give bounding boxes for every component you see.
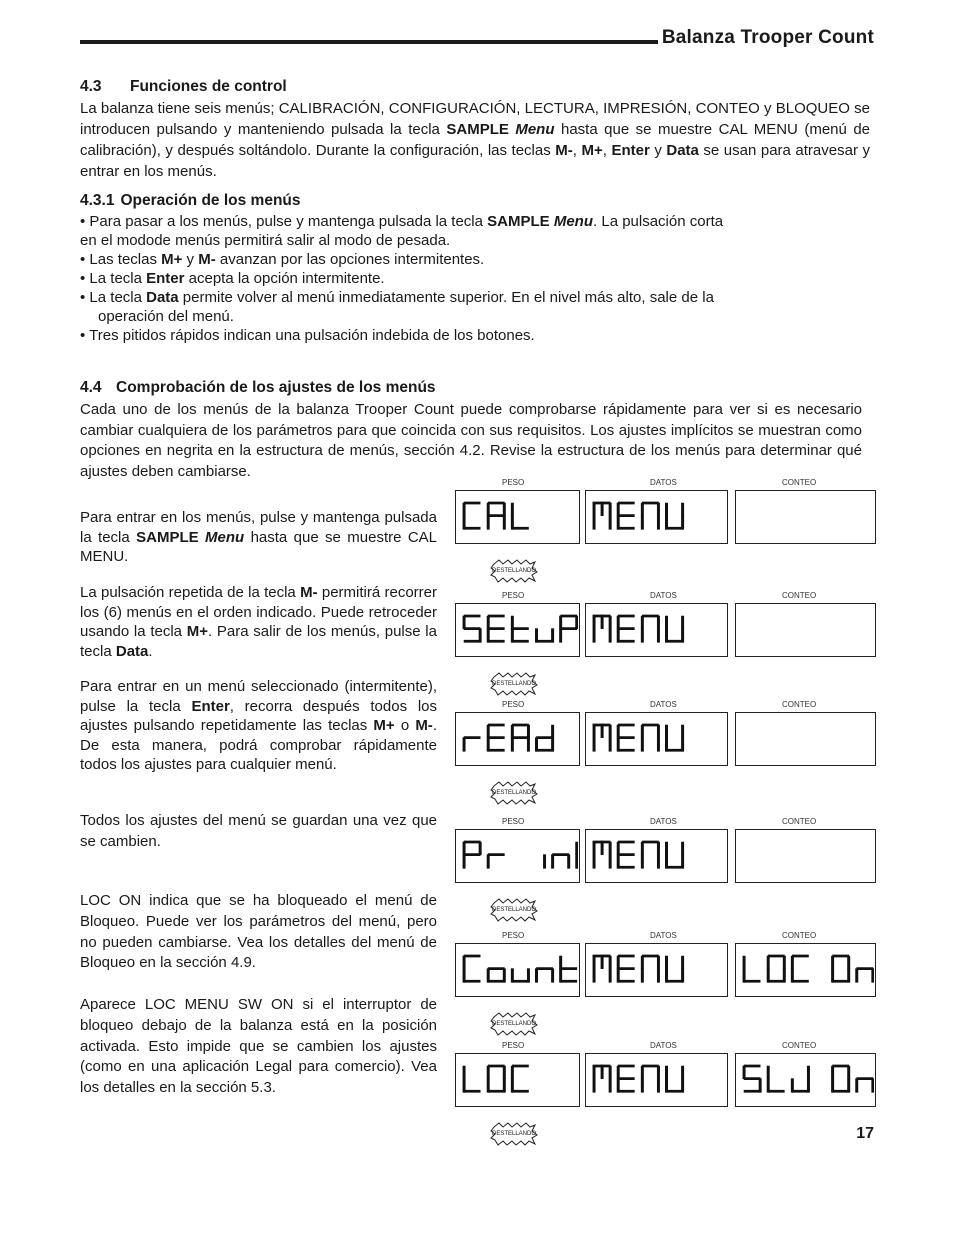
segment-char-t — [577, 843, 578, 867]
key-m-plus: M+ — [161, 251, 183, 268]
lcd-segments — [456, 491, 578, 542]
segment-char-E — [618, 616, 633, 641]
segment-char-U — [667, 843, 683, 867]
segment-char-L — [768, 1067, 783, 1091]
section-4-4-heading — [80, 379, 436, 397]
display-label-datos: DATOS — [650, 931, 677, 940]
segment-char-o — [488, 969, 504, 982]
flashing-indicator — [490, 671, 538, 697]
segment-char-S — [744, 1066, 760, 1091]
key-sample: SAMPLE — [446, 121, 509, 138]
lcd-display-peso — [455, 712, 580, 766]
segment-char-n — [553, 855, 569, 868]
text: La pulsación repetida de la tecla — [80, 584, 301, 601]
display-label-peso: PESO — [502, 478, 525, 487]
segment-char-M — [594, 956, 610, 981]
segment-char-E — [488, 616, 503, 641]
lcd-display-conteo — [735, 829, 876, 883]
segment-char-C — [464, 503, 479, 528]
lcd-display-datos — [585, 490, 728, 544]
page-number: 17 — [856, 1125, 874, 1142]
text: Para entrar en un menú seleccionado (intermitente), pulse la tecla — [80, 678, 437, 715]
lcd-segments — [456, 944, 578, 995]
segment-char-P — [464, 842, 480, 867]
display-label-datos: DATOS — [650, 591, 677, 600]
bullet-1 — [80, 212, 780, 231]
segment-char-U — [667, 726, 683, 750]
text: avanzan por las opciones intermitentes. — [215, 251, 485, 268]
segment-char-C — [512, 1066, 527, 1091]
key-sample: SAMPLE — [487, 213, 550, 230]
text: • Las teclas — [80, 251, 162, 268]
lcd-segments — [586, 713, 726, 764]
text: hasta que se muestre CAL MENU (menú de calibración), y después soltándolo. Durante la configuración, las teclas — [80, 121, 870, 159]
lcd-segments — [736, 713, 874, 764]
segment-char-U — [667, 504, 683, 528]
left-text-1 — [80, 508, 437, 567]
flashing-label: DESTELLANDO — [491, 1021, 536, 1027]
segment-char-r — [488, 855, 503, 868]
text: La balanza tiene seis menús; CALIBRACIÓN, CONFIGURACIÓN, LECTURA, IMPRESIÓN, CONTEO y BLOQUEO se introducen pulsando y manteniendo pulsada la tecla — [80, 100, 870, 138]
lcd-segments — [586, 830, 726, 881]
segment-char-M — [594, 842, 610, 867]
segment-char-E — [488, 725, 503, 750]
lcd-segments — [456, 830, 578, 881]
segment-char-C — [792, 956, 807, 981]
key-m-minus: M- — [300, 584, 318, 601]
segment-char-r — [464, 738, 479, 751]
display-label-datos: DATOS — [650, 1041, 677, 1050]
segment-char-u — [512, 970, 528, 982]
key-enter: Enter — [191, 697, 230, 715]
text: hasta que se muestre CAL MENU. — [80, 528, 438, 565]
segment-char-M — [594, 503, 610, 528]
flashing-indicator — [490, 1011, 538, 1037]
text: • Para pasar a los menús, pulse y mantenga pulsada la tecla — [80, 213, 488, 230]
lcd-segments — [456, 604, 578, 655]
bullet-3 — [80, 269, 780, 288]
lcd-segments — [586, 491, 726, 542]
bullet-1-cont: en el modode menús permitirá salir al modo de pesada. — [80, 232, 451, 249]
segment-char-A — [488, 503, 504, 528]
section-4-3-paragraph — [80, 98, 870, 182]
text: y — [649, 142, 667, 159]
display-label-conteo: CONTEO — [782, 591, 817, 600]
section-title: Comprobación de los ajustes de los menús — [116, 379, 436, 396]
flashing-label: DESTELLANDO — [491, 1131, 536, 1137]
segment-char-t — [512, 617, 527, 641]
segment-char-E — [618, 725, 633, 750]
segment-char-P — [561, 616, 577, 641]
text: Para entrar en los menús, pulse y mantenga pulsada la tecla — [80, 509, 437, 546]
text: y — [182, 251, 199, 268]
bullet-4-cont: operación del menú. — [98, 308, 234, 325]
section-4-3-1-heading — [80, 192, 301, 210]
segment-char-A — [512, 725, 528, 750]
segment-char-E — [618, 1066, 633, 1091]
lcd-segments — [736, 604, 874, 655]
text: • La tecla — [80, 270, 147, 287]
section-number: 4.3.1 — [80, 192, 115, 209]
flashing-indicator — [490, 558, 538, 584]
lcd-display-datos — [585, 712, 728, 766]
section-4-4-paragraph: Cada uno de los menús de la balanza Trooper Count puede comprobarse rápidamente para ver si es necesario cambiar cualquiera de los parámetros para que coincida con sus requisitos. Los ajustes implícitos se muestran como opciones en negrita en la estructura de menús, sección 4.2. Revise la estructura de los menús para determinar qué ajustes deben cambiarse. — [80, 401, 862, 480]
flashing-label: DESTELLANDO — [491, 681, 536, 687]
section-number: 4.4 — [80, 379, 102, 396]
text: permitirá recorrer los (6) menús en el orden indicado. Puede retroceder usando la tecla — [80, 584, 437, 640]
lcd-segments — [736, 944, 874, 995]
key-enter: Enter — [146, 270, 185, 287]
bullet-5: • Tres pitidos rápidos indican una pulsación indebida de los botones. — [80, 327, 535, 344]
display-label-conteo: CONTEO — [782, 931, 817, 940]
section-4-3-heading — [80, 78, 287, 96]
segment-char-M — [594, 725, 610, 750]
left-text-4: Todos los ajustes del menú se guardan una vez que se cambien. — [80, 812, 437, 850]
segment-char-O — [488, 1066, 504, 1091]
lcd-display-peso — [455, 1053, 580, 1107]
display-label-peso: PESO — [502, 1041, 525, 1050]
segment-char-M — [594, 1066, 610, 1091]
lcd-segments — [456, 713, 578, 764]
segment-char-N — [642, 1066, 658, 1091]
lcd-display-conteo — [735, 943, 876, 997]
text: o — [394, 717, 416, 734]
segment-char-U — [667, 1067, 683, 1091]
text: • La tecla — [80, 289, 147, 306]
key-m-plus: M+ — [186, 623, 208, 640]
segment-char-M — [594, 616, 610, 641]
segment-char-E — [618, 956, 633, 981]
lcd-display-datos — [585, 603, 728, 657]
segment-char-d — [537, 726, 553, 750]
lcd-segments — [736, 491, 874, 542]
segment-char-L — [512, 504, 527, 528]
segment-char-u — [537, 630, 553, 642]
display-label-conteo: CONTEO — [782, 700, 817, 709]
lcd-display-conteo — [735, 1053, 876, 1107]
segment-char-N — [642, 503, 658, 528]
display-label-conteo: CONTEO — [782, 478, 817, 487]
section-title: Funciones de control — [130, 78, 287, 95]
text: . — [148, 642, 153, 660]
key-menu: Menu — [515, 121, 555, 138]
display-label-datos: DATOS — [650, 478, 677, 487]
key-m-plus: M+ — [581, 142, 603, 159]
segment-char-O — [833, 956, 849, 981]
left-text-3 — [80, 677, 437, 775]
key-m-minus: M- — [555, 142, 573, 159]
segment-char-U — [667, 617, 683, 641]
segment-char-N — [642, 616, 658, 641]
key-enter: Enter — [611, 142, 650, 159]
key-menu: Menu — [553, 213, 594, 230]
segment-char-n — [537, 969, 553, 982]
segment-char-N — [642, 842, 658, 867]
bullet-2 — [80, 250, 780, 269]
display-label-peso: PESO — [502, 591, 525, 600]
left-text-2 — [80, 583, 437, 661]
key-sample: SAMPLE — [136, 528, 199, 546]
text: permite volver al menú inmediatamente superior. En el nivel más alto, sale de la — [178, 289, 714, 306]
key-m-minus: M- — [198, 251, 216, 268]
display-label-peso: PESO — [502, 817, 525, 826]
segment-char-U — [667, 957, 683, 981]
key-data: Data — [146, 289, 179, 306]
key-m-minus: M- — [415, 717, 433, 734]
text: , recorra después todos los ajustes pulsando repetidamente las teclas — [80, 697, 437, 734]
text: . Para salir de los menús, pulse la tecla — [80, 623, 437, 660]
segment-char-J — [792, 1067, 808, 1091]
segment-char-N — [642, 956, 658, 981]
text: , — [572, 142, 582, 159]
lcd-segments — [586, 944, 726, 995]
segment-char-n — [857, 969, 873, 982]
segment-char-N — [642, 725, 658, 750]
display-label-datos: DATOS — [650, 817, 677, 826]
lcd-display-datos — [585, 829, 728, 883]
lcd-display-peso — [455, 829, 580, 883]
flashing-label: DESTELLANDO — [491, 790, 536, 796]
segment-char-C — [464, 956, 479, 981]
segment-char-S — [464, 616, 480, 641]
flashing-indicator — [490, 897, 538, 923]
key-m-plus: M+ — [373, 717, 395, 734]
lcd-segments — [736, 1054, 874, 1105]
segment-char-E — [618, 503, 633, 528]
lcd-display-datos — [585, 1053, 728, 1107]
text: se usan para atravesar y entrar en los menús. — [80, 142, 870, 180]
segment-char-L — [464, 1067, 479, 1091]
page-header-title: Balanza Trooper Count — [661, 27, 874, 48]
lcd-segments — [586, 604, 726, 655]
lcd-display-conteo — [735, 490, 876, 544]
lcd-segments — [736, 830, 874, 881]
display-label-peso: PESO — [502, 700, 525, 709]
text: . La pulsación corta — [593, 213, 724, 230]
flashing-label: DESTELLANDO — [491, 907, 536, 913]
lcd-display-peso — [455, 943, 580, 997]
segment-char-L — [744, 957, 759, 981]
segment-char-E — [618, 842, 633, 867]
lcd-segments — [586, 1054, 726, 1105]
menu-operation-bullets — [80, 212, 780, 345]
segment-char-O — [768, 956, 784, 981]
flashing-indicator — [490, 1121, 538, 1147]
segment-char-t — [561, 957, 576, 981]
lcd-segments — [456, 1054, 578, 1105]
text: acepta la opción intermitente. — [184, 270, 385, 287]
left-text-6: Aparece LOC MENU SW ON si el interruptor de bloqueo debajo de la balanza está en la posición activada. Esto impide que se cambien los ajustes (como en una aplicación Legal para comercio). Vea los detalles en la sección 5.3. — [80, 996, 437, 1097]
lcd-display-datos — [585, 943, 728, 997]
lcd-display-peso — [455, 490, 580, 544]
text: , — [602, 142, 612, 159]
flashing-label: DESTELLANDO — [491, 568, 536, 574]
text: . De esta manera, podrá comprobar rápidamente todos los ajustes para cualquier menú. — [80, 717, 437, 773]
display-label-conteo: CONTEO — [782, 1041, 817, 1050]
display-label-conteo: CONTEO — [782, 817, 817, 826]
header-rule — [80, 40, 658, 44]
display-label-datos: DATOS — [650, 700, 677, 709]
lcd-display-peso — [455, 603, 580, 657]
key-data: Data — [115, 642, 149, 660]
section-title: Operación de los menús — [120, 192, 301, 209]
lcd-display-conteo — [735, 603, 876, 657]
segment-char-O — [833, 1066, 849, 1091]
flashing-indicator — [490, 780, 538, 806]
key-data: Data — [666, 142, 699, 159]
left-text-5: LOC ON indica que se ha bloqueado el menú de Bloqueo. Puede ver los parámetros del menú, pero no pueden cambiarse. Vea los detalles del menú de Bloqueo en la sección 4.9. — [80, 892, 437, 972]
segment-char-n — [857, 1079, 873, 1092]
display-label-peso: PESO — [502, 931, 525, 940]
key-menu: Menu — [205, 528, 245, 546]
section-number: 4.3 — [80, 78, 102, 95]
lcd-display-conteo — [735, 712, 876, 766]
bullet-4 — [80, 288, 780, 307]
